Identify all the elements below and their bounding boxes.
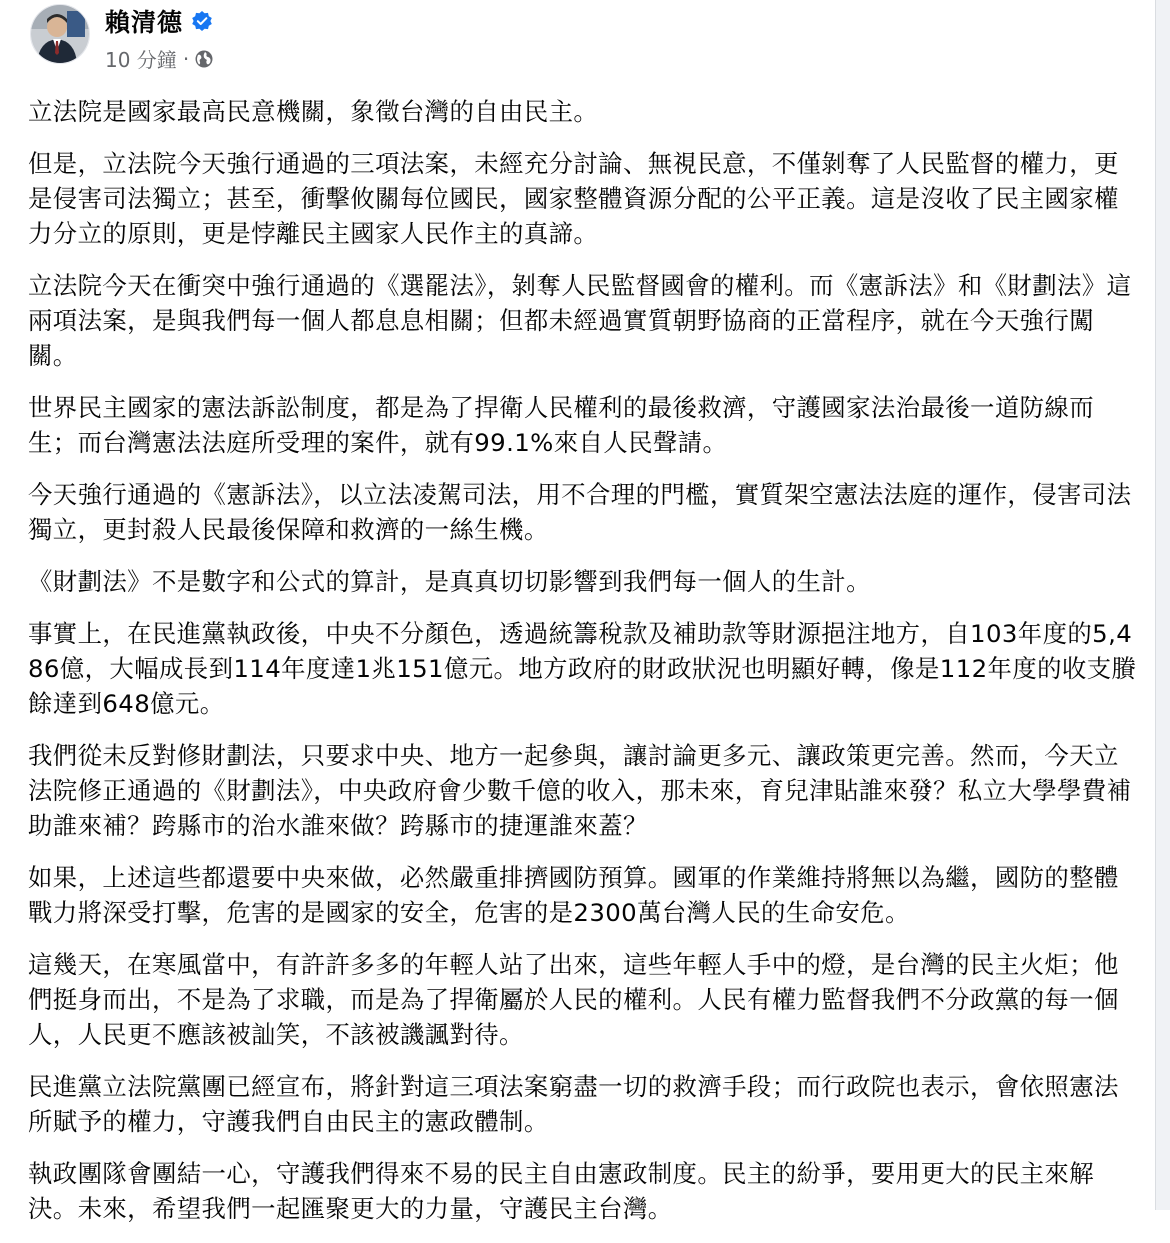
post-body [28, 94, 1138, 1243]
avatar-image [31, 5, 89, 63]
globe-icon[interactable] [194, 49, 214, 69]
author-name[interactable]: 賴清德 [105, 8, 184, 37]
author-block [105, 6, 214, 73]
post-paragraph: 民進黨立法院黨團已經宣布，將針對這三項法案窮盡一切的救濟手段；而行政院也表示，會依照憲法所賦予的權力，守護我們自由民主的憲政體制。 [28, 1072, 1119, 1136]
post-meta [105, 44, 214, 73]
post-paragraph: 但是，立法院今天強行通過的三項法案，未經充分討論、無視民意，不僅剝奪了人民監督的權力，更是侵害司法獨立；甚至，衝擊攸關每位國民，國家整體資源分配的公平正義。這是沒收了民主國家權力分立的原則，更是悖離民主國家人民作主的真諦。 [28, 149, 1119, 248]
post-paragraph: 我們從未反對修財劃法，只要求中央、地方一起參與，讓討論更多元、讓政策更完善。然而，今天立法院修正通過的《財劃法》，中央政府會少數千億的收入，那未來，育兒津貼誰來發？私立大學學費補助誰來補？跨縣市的治水誰來做？跨縣市的捷運誰來蓋？ [28, 741, 1132, 840]
post-paragraph: 今天強行通過的《憲訴法》，以立法凌駕司法，用不合理的門檻，實質架空憲法法庭的運作，侵害司法獨立，更封殺人民最後保障和救濟的一絲生機。 [28, 480, 1132, 544]
post-paragraph: 執政團隊會團結一心，守護我們得來不易的民主自由憲政制度。民主的紛爭，要用更大的民主來解決。未來，希望我們一起匯聚更大的力量，守護民主台灣。 [28, 1159, 1094, 1223]
author-row [105, 6, 214, 36]
avatar[interactable] [30, 4, 90, 64]
post-paragraph: 事實上，在民進黨執政後，中央不分顏色，透過統籌稅款及補助款等財源挹注地方，自103年度的5,486億，大幅成長到114年度達1兆151億元。地方政府的財政狀況也明顯好轉，像是112年度的收支賸餘達到648億元。 [28, 619, 1137, 718]
post-paragraph: 如果，上述這些都還要中央來做，必然嚴重排擠國防預算。國軍的作業維持將無以為繼，國防的整體戰力將深受打擊，危害的是國家的安全，危害的是2300萬台灣人民的生命安危。 [28, 863, 1119, 927]
verified-badge-icon [191, 10, 213, 32]
post-paragraph: 《財劃法》不是數字和公式的算計，是真真切切影響到我們每一個人的生計。 [28, 567, 871, 596]
post-paragraph: 這幾天，在寒風當中，有許許多多的年輕人站了出來，這些年輕人手中的燈，是台灣的民主火炬；他們挺身而出，不是為了求職，而是為了捍衛屬於人民的權利。人民有權力監督我們不分政黨的每一個人，人民更不應該被訕笑，不該被譏諷對待。 [28, 950, 1119, 1049]
post-timestamp[interactable]: 10 分鐘 [105, 48, 177, 72]
post-header [30, 4, 214, 76]
post-paragraph: 立法院是國家最高民意機關，象徵台灣的自由民主。 [28, 97, 599, 126]
meta-separator: · [182, 46, 190, 71]
post-paragraph: 世界民主國家的憲法訴訟制度，都是為了捍衛人民權利的最後救濟，守護國家法治最後一道防線而生；而台灣憲法法庭所受理的案件，就有99.1%來自人民聲請。 [28, 393, 1094, 457]
post-paragraph: 立法院今天在衝突中強行通過的《選罷法》，剝奪人民監督國會的權利。而《憲訴法》和《財劃法》這兩項法案，是與我們每一個人都息息相關；但都未經過實質朝野協商的正當程序，就在今天強行闖關。 [28, 271, 1132, 370]
page-background-edge [1156, 0, 1170, 1210]
